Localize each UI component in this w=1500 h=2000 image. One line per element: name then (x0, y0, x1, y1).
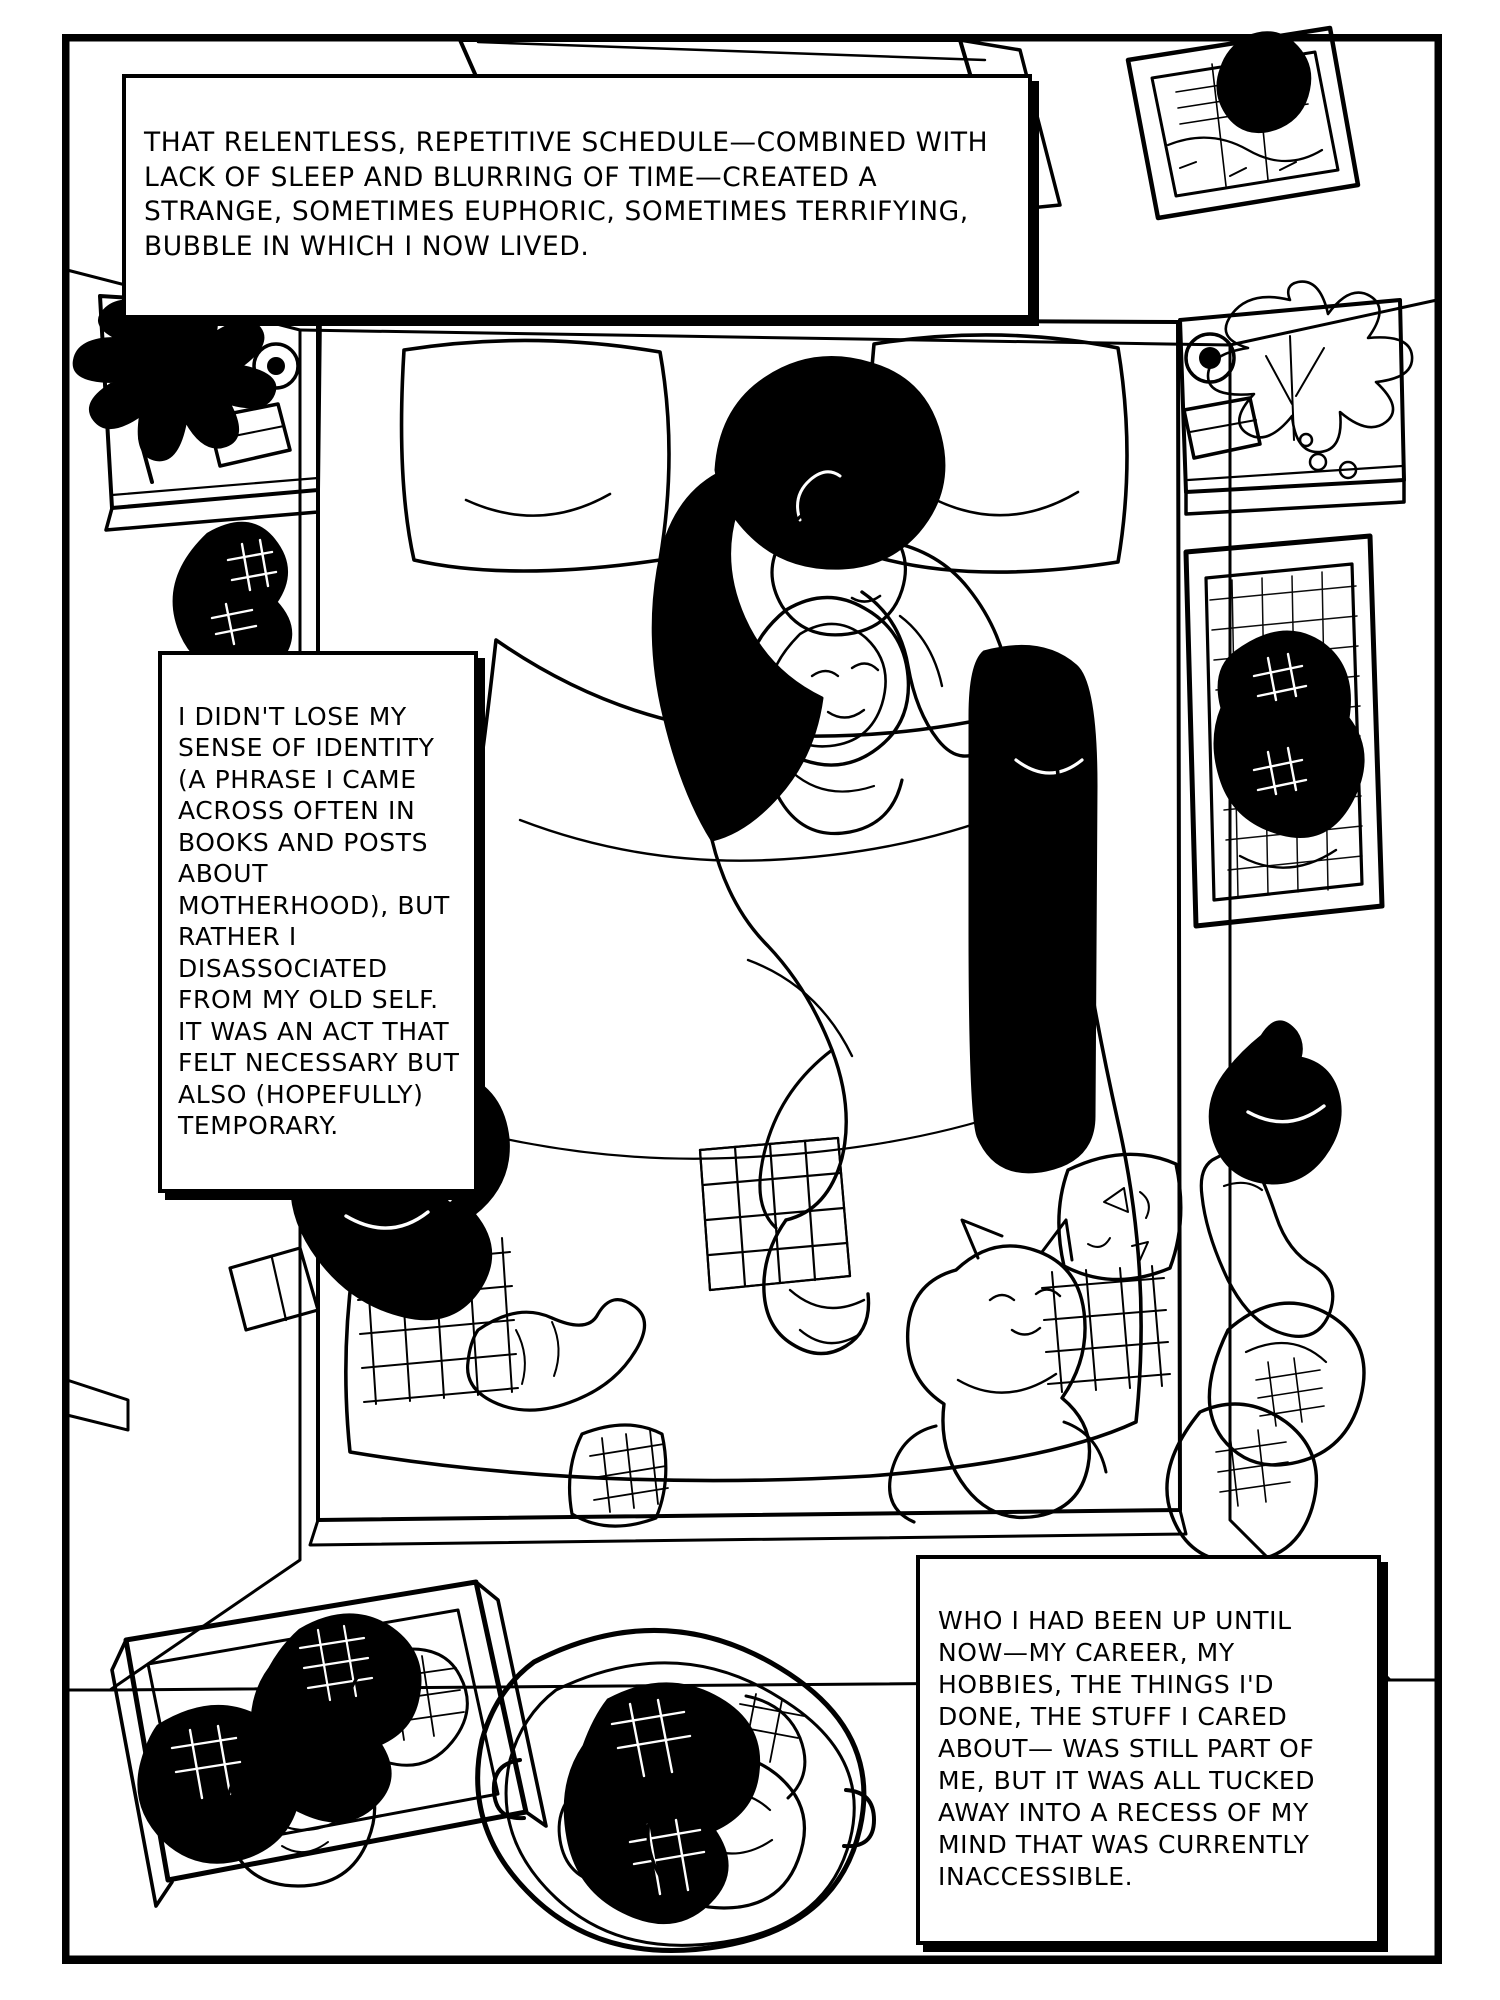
caption-bottom (916, 1555, 1381, 1945)
caption-top-text: THAT RELENTLESS, REPETITIVE SCHEDULE—COMBINED WITH LACK OF SLEEP AND BLURRING OF TIME—CREATED A STRANGE, SOMETIMES EUPHORIC, SOMETIMES TERRIFYING, BUBBLE IN WHICH I NOW LIVED. (144, 127, 989, 262)
caption-top (122, 74, 1032, 319)
caption-bottom-text: WHO I HAD BEEN UP UNTIL NOW—MY CAREER, MY HOBBIES, THE THINGS I'D DONE, THE STUFF I CARED ABOUT— WAS STILL PART OF ME, BUT IT WAS ALL TUCKED AWAY INTO A RECESS OF MY MIND THAT WAS CURRENTLY INACCESSIBLE. (938, 1606, 1316, 1891)
caption-left-text: I DIDN'T LOSE MY SENSE OF IDENTITY (A PHRASE I CAME ACROSS OFTEN IN BOOKS AND POSTS ABOUT MOTHERHOOD), BUT RATHER I DISASSOCIATED FROM MY OLD SELF. IT WAS AN ACT THAT FELT NECESSARY BUT ALSO (HOPEFULLY) TEMPORARY. (178, 701, 460, 1140)
caption-left (158, 651, 478, 1193)
